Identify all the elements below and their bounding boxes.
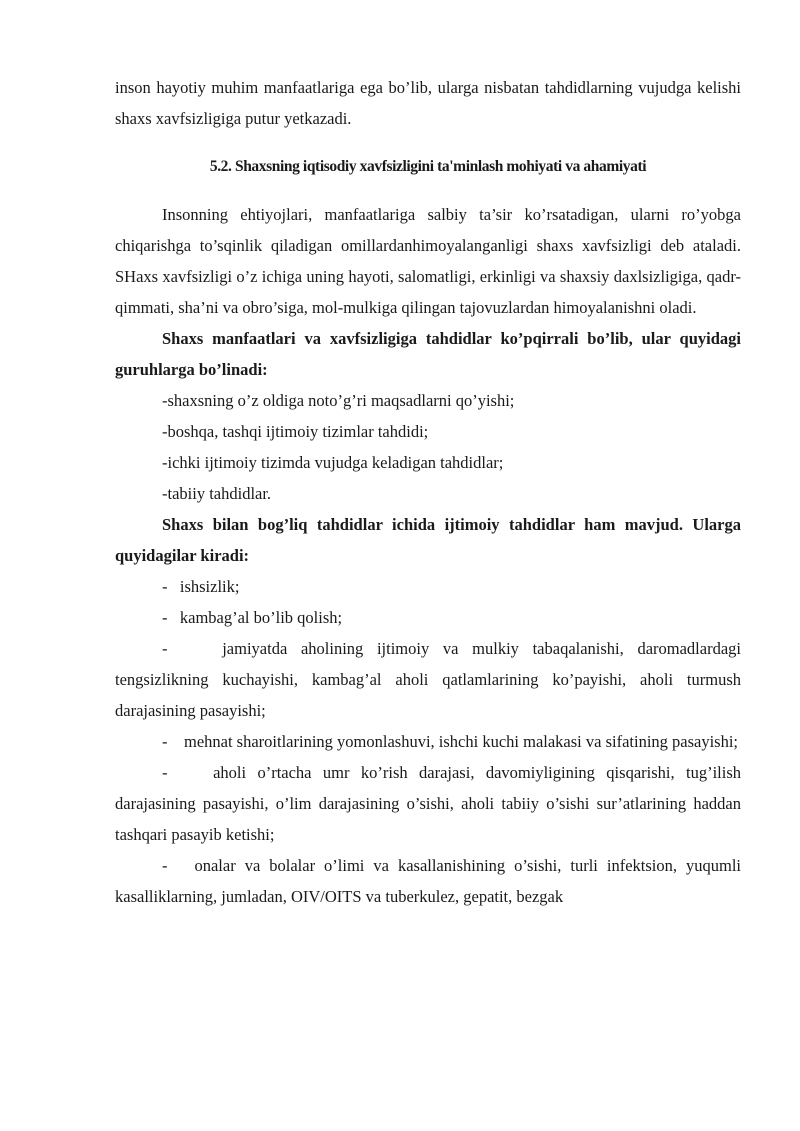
- social-threat-item: - aholi o’rtacha umr ko’rish darajasi, davomiyligining qisqarishi, tug’ilish darajasining pasayishi, o’lim darajasining o’sishi, aholi tabiiy o’sishi sur’atlarining haddan tashqari pasayib ketishi;: [115, 763, 746, 844]
- threat-group-item: -shaxsning o’z oldiga noto’g’ri maqsadlarni qo’yishi;: [162, 391, 515, 410]
- social-threat-item: - mehnat sharoitlarining yomonlashuvi, ishchi kuchi malakasi va sifatining pasayishi;: [162, 732, 739, 751]
- paragraph-definition: Insonning ehtiyojlari, manfaatlariga salbiy ta’sir ko’rsatadigan, ularni ro’yobga chiqarishga to’sqinlik qiladigan omillardanhimoyalanganligi shaxs xavfsizligi deb ataladi. SHaxs xavfsizligi o’z ichiga uning hayoti, salomatligi, erkinligi va shaxsiy daxlsizligiga, qadr-qimmati, sha’ni va obro’siga, mol-mulkiga qilingan tajovuzlardan himoyalanishni oladi.: [115, 205, 741, 317]
- social-threat-item: - kambag’al bo’lib qolish;: [162, 608, 343, 627]
- document-page: [115, 72, 746, 912]
- social-threat-item: - jamiyatda aholining ijtimoiy va mulkiy tabaqalanishi, daromadlardagi tengsizlikning kuchayishi, kambag’al aholi qatlamlarining ko’payishi, aholi turmush darajasining pasayishi;: [115, 639, 746, 720]
- social-threat-item: - onalar va bolalar o’limi va kasallanishining o’sishi, turli infektsion, yuqumli kasalliklarning, jumladan, OIV/OITS va tuberkulez, gepatit, bezgak: [115, 856, 746, 906]
- bold-paragraph-social-threats: Shaxs bilan bog’liq tahdidlar ichida ijtimoiy tahdidlar ham mavjud. Ularga quyidagilar kiradi:: [115, 515, 741, 565]
- social-threat-item: - ishsizlik;: [162, 577, 240, 596]
- threat-group-item: -tabiiy tahdidlar.: [162, 484, 272, 503]
- threat-group-item: -boshqa, tashqi ijtimoiy tizimlar tahdidi;: [162, 422, 429, 441]
- threat-group-item: -ichki ijtimoiy tizimda vujudga keladigan tahdidlar;: [162, 453, 504, 472]
- bold-paragraph-threat-groups: Shaxs manfaatlari va xavfsizligiga tahdidlar ko’pqirrali bo’lib, ular quyidagi guruhlarga bo’linadi:: [115, 329, 741, 379]
- section-heading: 5.2. Shaxsning iqtisodiy xavfsizligini ta'minlash mohiyati va ahamiyati: [209, 158, 647, 175]
- intro-paragraph: inson hayotiy muhim manfaatlariga ega bo’lib, ularga nisbatan tahdidlarning vujudga kelishi shaxs xavfsizligiga putur yetkazadi.: [115, 78, 741, 128]
